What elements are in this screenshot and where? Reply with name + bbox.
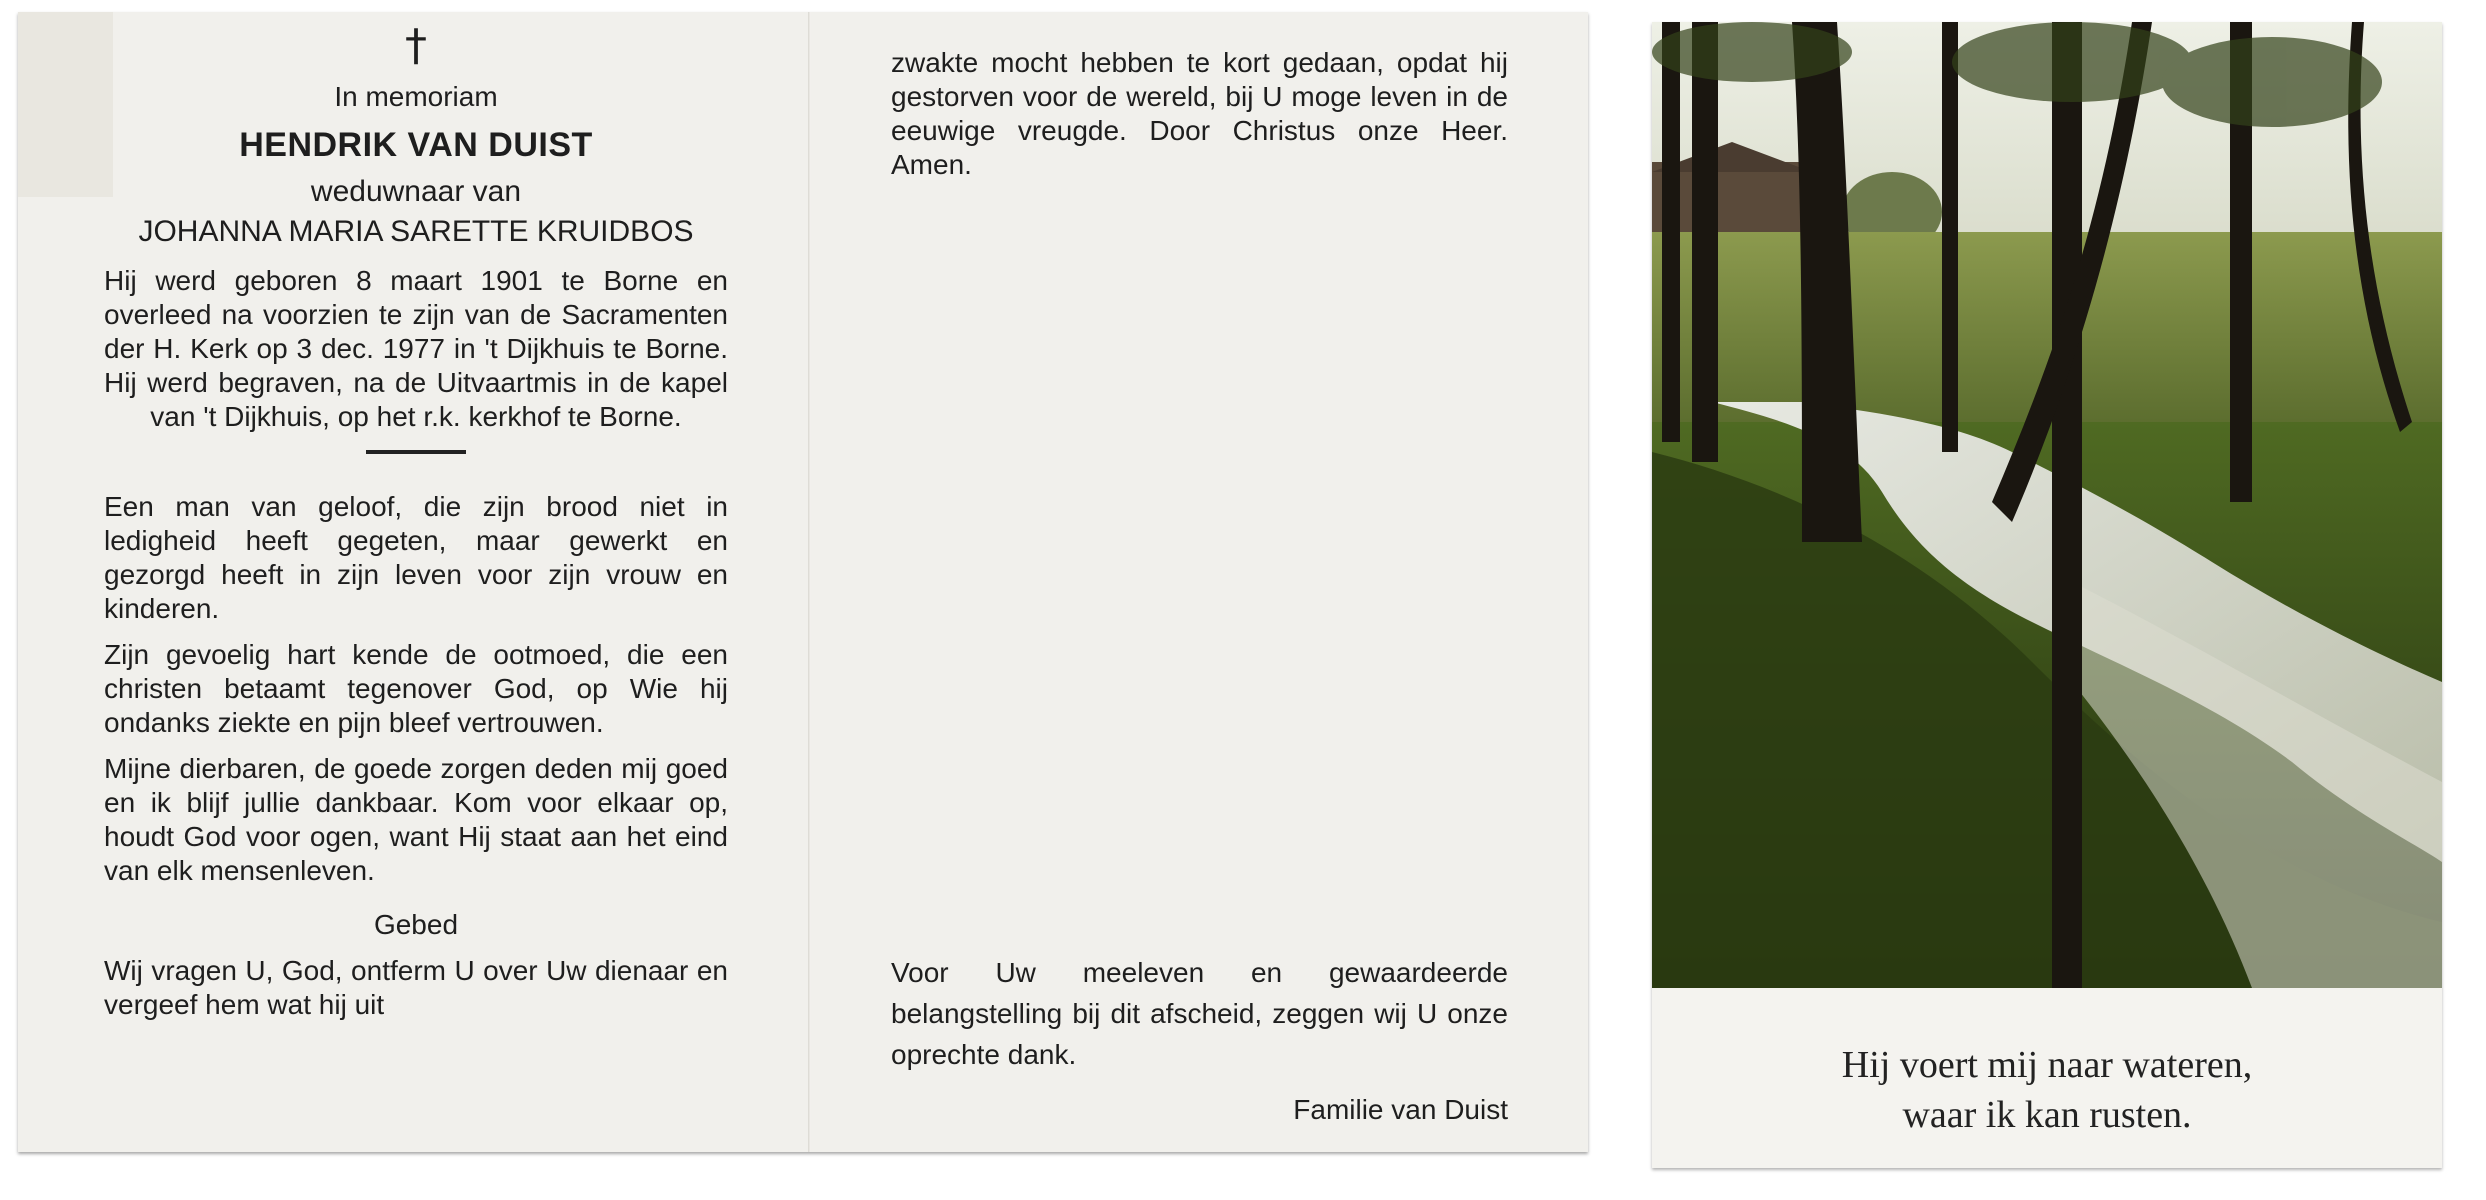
deceased-name: HENDRIK VAN DUIST: [239, 126, 593, 164]
paragraph-faith: Een man van geloof, die zijn brood niet in ledigheid heeft gegeten, maar gewerkt en gezorgd heeft in zijn leven voor zijn vrouw en kinderen.: [104, 491, 728, 624]
paragraph-humility: Zijn gevoelig hart kende de ootmoed, die een christen betaamt tegenover God, op Wie hij ondanks ziekte en pijn bleef vertrouwen.: [104, 639, 728, 738]
cross-icon: †: [405, 20, 427, 71]
memorial-card-inside: [18, 12, 1588, 1152]
paragraph-farewell: Mijne dierbaren, de goede zorgen deden mij goed en ik blijf jullie dankbaar. Kom voor elkaar op, houdt God voor ogen, want Hij staat aan het eind van elk mensenleven.: [104, 753, 728, 886]
caption-line-1: Hij voert mij naar wateren,: [1841, 1044, 2253, 1086]
inner-panel: [811, 12, 1588, 1152]
family-signature: Familie van Duist: [1293, 1094, 1508, 1125]
left-panel: [18, 12, 808, 1152]
prayer-heading: Gebed: [373, 909, 459, 940]
prayer-text-continued: zwakte mocht hebben te kort gedaan, opdat hij gestorven voor de wereld, bij U moge leven in de eeuwige vreugde. Door Christus onze Heer. Amen.: [891, 47, 1508, 180]
thanks-block: [891, 944, 1508, 1127]
spouse-name: JOHANNA MARIA SARETTE KRUIDBOS: [138, 215, 694, 248]
thanks-text: Voor Uw meeleven en gewaardeerde belangstelling bij dit afscheid, zeggen wij U onze oprechte dank.: [891, 957, 1508, 1070]
psalm-caption: [1652, 1040, 2442, 1140]
caption-line-2: waar ik kan rusten.: [1902, 1094, 2192, 1136]
relation-label: weduwnaar van: [310, 175, 522, 208]
memorial-card-front: [1652, 22, 2442, 1168]
divider-line: [366, 450, 466, 454]
landscape-photo: [1652, 22, 2442, 988]
biography-text: Hij werd geboren 8 maart 1901 te Borne en overleed na voorzien te zijn van de Sacramenten der H. Kerk op 3 dec. 1977 in 't Dijkhuis te Borne. Hij werd begraven, na de Uitvaartmis in de kapel van 't Dijkhuis, op het r.k. kerkhof te Borne.: [104, 265, 728, 432]
in-memoriam-label: In memoriam: [334, 81, 498, 112]
prayer-text-start: Wij vragen U, God, ontferm U over Uw dienaar en vergeef hem wat hij uit: [104, 955, 728, 1020]
